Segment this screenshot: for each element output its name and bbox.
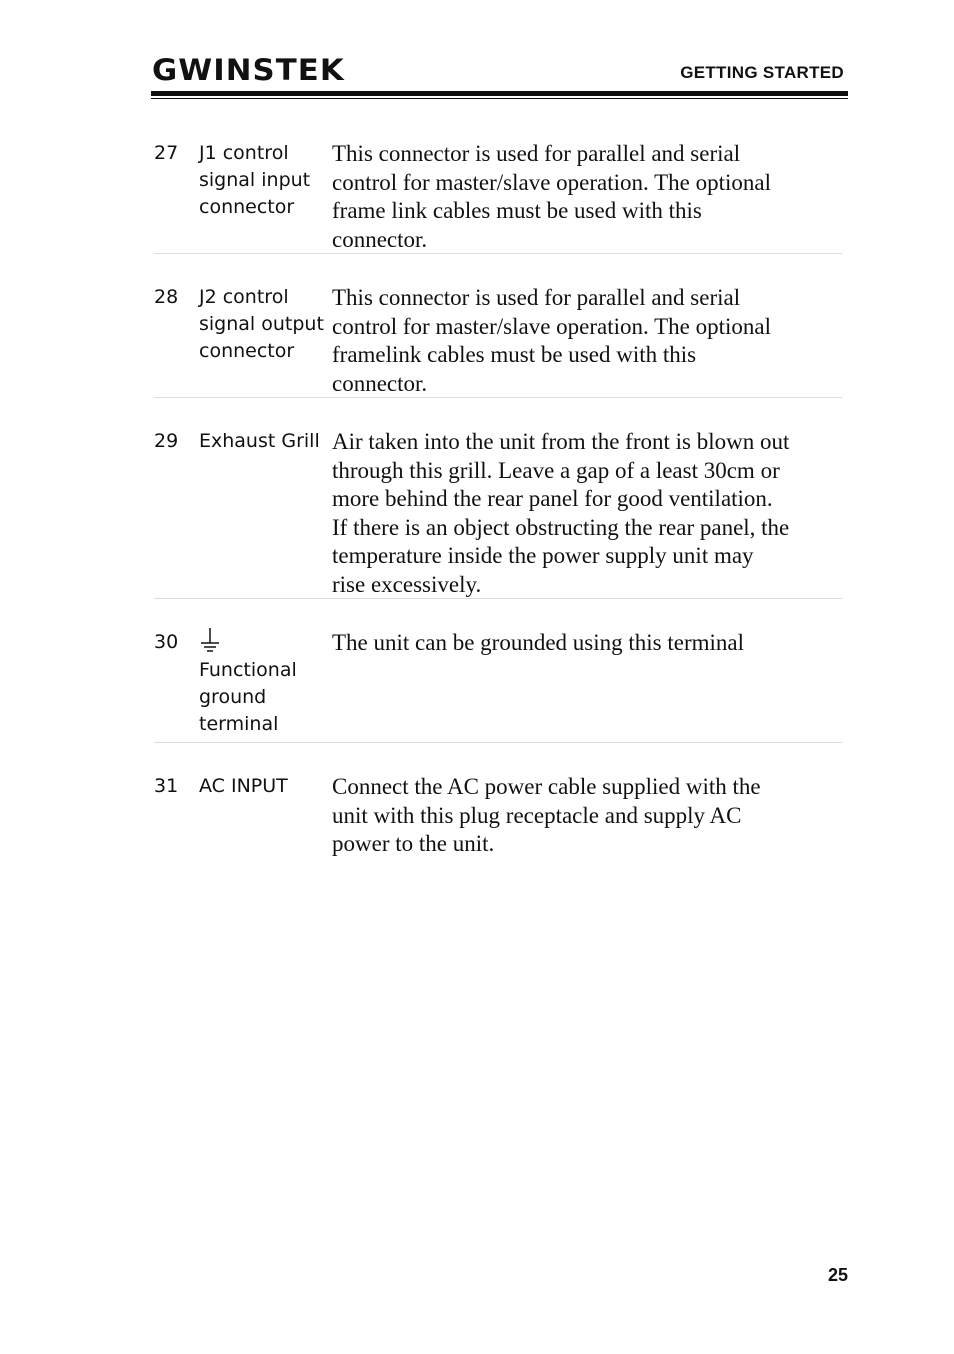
header-rule xyxy=(151,91,848,96)
item-number: 31 xyxy=(154,775,179,797)
gwinstek-logo xyxy=(152,54,345,86)
item-name-block xyxy=(199,627,329,738)
item-description: This connector is used for parallel and serial control for master/slave operation. The optional framelink cables must be used with this connector. xyxy=(332,285,771,396)
item-number: 30 xyxy=(154,631,179,653)
item-description: This connector is used for parallel and serial control for master/slave operation. The optional frame link cables must be used with this connector. xyxy=(332,141,771,252)
item-name: J2 control signal output connector xyxy=(199,286,324,362)
item-name: J1 control signal input connector xyxy=(199,142,311,218)
item-description: The unit can be grounded using this terminal xyxy=(332,630,744,655)
rear-panel-items-table xyxy=(154,128,842,873)
ground-icon xyxy=(199,627,221,655)
item-number: 29 xyxy=(154,430,179,452)
table-row xyxy=(154,128,842,254)
page-number: 25 xyxy=(827,1265,848,1285)
table-row xyxy=(154,254,842,398)
item-number: 28 xyxy=(154,286,179,308)
item-name: AC INPUT xyxy=(199,775,288,797)
table-row xyxy=(154,743,842,873)
item-name: Functional ground terminal xyxy=(199,659,297,735)
item-number: 27 xyxy=(154,142,179,164)
table-row xyxy=(154,398,842,599)
logo-text: GWINSTEK xyxy=(152,53,345,87)
item-description: Air taken into the unit from the front is blown out through this grill. Leave a gap of a least 30cm or more behind the rear panel for good ventilation. If there is an object obstructing the rear panel, the temperature inside the power supply unit may rise excessively. xyxy=(332,429,790,597)
item-name: Exhaust Grill xyxy=(199,430,320,452)
item-description: Connect the AC power cable supplied with the unit with this plug receptacle and supply AC power to the unit. xyxy=(332,774,761,856)
section-title: GETTING STARTED xyxy=(680,63,844,82)
header-rule-thin xyxy=(151,98,848,99)
table-row xyxy=(154,599,842,743)
